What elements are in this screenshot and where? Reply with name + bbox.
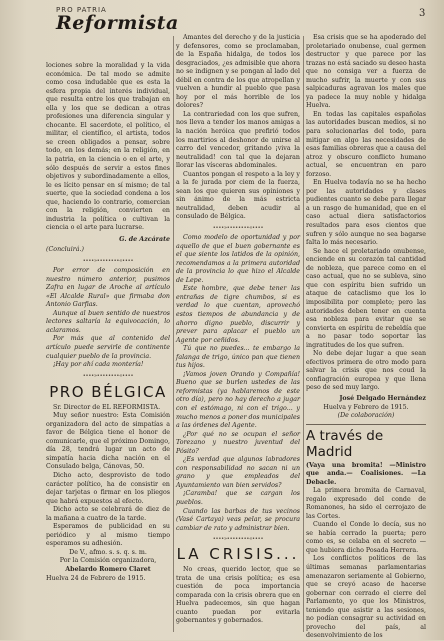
crisis-headline: LA CRISIS... <box>176 545 300 564</box>
article-paragraph: Cuantos pongan el respeto a la ley y a la fe jurada por ciem de la fuerza, sean los que quieren sus opiniones y sin ánimo de la más estricta neutralidad, deben acudir al consulado de Bélgica. <box>176 170 300 221</box>
madrid-headline: A través de Madrid <box>306 427 384 460</box>
italic-paragraph: Este hombre, que debe tener las entrañas de tigre chumbos, si es verdad lo que cuentan, aprovechó estos tiempos de abundancia y de ahorro digno pueblo, discurrir y prever para aplacar el pueblo un Agente por ceñidos. <box>176 285 300 344</box>
article-signature: José Delgado Hernández <box>339 394 426 402</box>
page-number: 3 <box>419 8 426 19</box>
letter-paragraph: Dicho acto, desprovisto de todo carácter político, ha de consistir en dejar tarjetas o firmar en los pliegos que habrá expuestos al efecto. <box>46 471 170 505</box>
italic-paragraph: ¡Caramba! que se cargan los pueblos. <box>176 490 300 506</box>
letter-paragraph: Muy señor nuestro: Esta Comisión organizadora del acto de simpatías a favor de Bélgica tiene el honor de comunicarle, que el próximo Domingo, día 28, tendrá lugar un acto de simpatía hacia dicha nación en el Consulado belga, Cánovas, 50. <box>46 412 170 471</box>
article-paragraph: Se hace el proletariado onubense, enciende en su corazón tal cantidad de nobleza, que parece como en el caso actual, que no se subleva, sino que con espíritu bien sufrido un ataque de cataclismo que los lo imposibilita por completo; pero las autoridades deben tener en cuenta esa nobleza para evitar que se convierta en espíritu de rebeldía que a no pasar todo soportar las ingratitudes de los que sufren. <box>306 247 426 349</box>
article-paragraph: Cuando el Conde lo decía, sus no se había cerrado la puerta; pero como es, se celaba en el secreto —que hubiera dicho Posada Herrera. <box>306 521 426 554</box>
notice-paragraph: Aunque al buen sentido de nuestros lectores saltaría la equivocación, lo aclaramos. <box>46 309 170 334</box>
italic-paragraph: Cuando las barbas de tus vecinos (Vasé Cartaya) veas pelar, se procura cambiar de rato y administrar bien. <box>176 507 300 532</box>
letter-paragraph: Esperamos de publicidad en su periódico y al mismo tiempo esperamos su adhesión. <box>46 523 170 548</box>
italic-paragraph: ¿Por qué no se ocupan el señor Torezano y nuestro juventud del Pósito? <box>176 430 300 455</box>
essay-signature: G. de Azcárate <box>119 235 170 243</box>
masthead-title: Reformista <box>56 12 179 34</box>
letter-salutation: Sr. Director de EL REFORMISTA. <box>53 403 161 411</box>
italic-paragraph: Tú que no puedes... te embargo la falanga de trigo, único pan que tienen tus hijos. <box>176 345 300 370</box>
letter-signature: Abelardo Romero Claret <box>65 565 151 573</box>
article-paragraph: Los conflictos políticos de las últimas semanas parlamentarias amenazaron seriamente al Gobierno, que se creyó acaso de hacerse gobernar con cerrado el cierre del Parlamento, yo que los Ministros, teniendo que asistir a las sesiones, no podían consagrar su actividad en provecho del país, al desenvolvimiento de los <box>306 555 426 640</box>
italic-paragraph: ¡Vamos joven Orando y Compañía! Bueno que se burlen ustedes de las reformistas (ya hablaremos de este otro día), pero no hay derecho a jugar con el estómago, ni con el trigo... y mucho menos a poner dos municipales a las órdenes del Agente. <box>176 370 300 430</box>
article-paragraph: Esa crisis que se ha apoderado del proletariado onubense, cual germen destructor y que parece por las trazas no está saciado su deseo hasta que no consiga ver a fuerza de mucho sufrir, la muerte y con sus salpicaduras agravan los males que ya padece la muy noble y hidalga Huelva. <box>306 34 426 110</box>
masthead-crest: PRO PATRIA <box>56 6 107 14</box>
column-divider <box>173 36 174 632</box>
masthead <box>56 6 179 34</box>
article-paragraph: La contrariedad con los que sufren, nos lleva a tender los manos amigas a la nación heróica que prefirió todos los martirios al deshonor de unirse al carro del vencedor, gritando ¡viva la neutralidad! con tal que la dejaran llorar las vísceras abdominales. <box>176 110 300 170</box>
article-paragraph: No creas, querido lector, que se trata de una crisis política; es esa cuestión de poca importancia comparada con la crisis obrera que en Huelva padecemos, sin que hagan cuanto puedan por evitarla gobernantes y gobernados. <box>176 566 300 625</box>
letter-date: Huelva 24 de Febrero de 1915. <box>46 574 146 582</box>
column-3 <box>306 34 426 641</box>
article-date: Huelva y Febrero de 1915. <box>323 403 409 411</box>
notice-paragraph: Por más que al contenido del artículo puede servirle de continente cualquier pueblo de la provincia. <box>46 335 170 360</box>
ornament-divider: ••••»••••••••«•••• <box>82 372 134 379</box>
column-2 <box>176 34 300 626</box>
pro-belgica-headline: PRO BÉLGICA <box>49 382 167 401</box>
article-paragraph: Amantes del derecho y de la justicia y defensores, como se proclamaban, de la España hidalga, de todos los desgraciados, ¿es admisible que ahora no se indignen y se pongan al lado del débil en contra de los que atropellan y vuelven a hundir al pueblo que pasa hoy por el más horrible de los dolores? <box>176 34 300 110</box>
article-source-note: (De colaboración) <box>337 412 395 420</box>
essay-continued-note: (Concluirá.) <box>46 246 84 254</box>
italic-paragraph: Como modelo de oportunidad y por aquello de que el buen gobernante es el que siente los latidos de la opinión, recomendamos a la primera autoridad de la provincia lo que hizo el Alcalde de Lepe. <box>176 234 300 284</box>
letter-paragraph: Dicho acto se celebrará de diez de la mañana a cuatro de la tarde. <box>46 506 170 522</box>
notice-paragraph: ¡Hay por ahí cada montería! <box>53 361 144 369</box>
madrid-subheadline: (Vaya una bromita! —Ministro que anda.— Coalisiones. —La Debacle. <box>306 461 426 486</box>
ornament-divider: ••••»••••••••«•••• <box>212 536 264 543</box>
ornament-divider: ••••»••••••••«•••• <box>82 258 134 265</box>
column-divider <box>303 36 304 632</box>
column-1 <box>46 34 170 583</box>
essay-paragraph: lociones sobre la moralidad y la vida económica. De tal modo se admite como cosa indudable que es esta la esfera propia del interés individual, que resulta entre los que trabajan en ella y los que se dedican a otras profesiones una diferencia singular y chocante. El sacerdote, el político, el militar, el científico, el artista, todos se creen obligados a pensar, sobre todo, en los demás; en la religión, en la patria, en la ciencia o en el arte, y sólo después de servir a estos fines objetivos y subordinadamente a ellos, le es lícito pensar en sí mismo; de tal suerte, que la sociedad condena a los que, haciendo lo contrario, comercian con la religión, convierten en industria la política o cultivan la ciencia o el arte para lucrarse. <box>46 62 170 232</box>
article-paragraph: En todas las capitales españolas las autoridades buscan medios, si no para solucionarlas del todo, para mitigar en algo las necesidades de esas familias obreras que a causa del atroz y obscuro conflicto humano actual, se encuentran en paro forzoso. <box>306 110 426 178</box>
article-paragraph: En Huelva todavía no se ha hecho por las autoridades y clases pudientes cuanto se debe para llegar a un rasgo de humanidad, que en el caso actual diera satisfactorios resultados para esos cientos que sufren y sólo aunque no sea bagarse falta lo más necesario. <box>306 179 426 247</box>
article-paragraph: La primera bromita de Carnaval, regalo expresado del conde de Romanones, ha sido el cerrojazo de las Cortes. <box>306 487 426 520</box>
article-paragraph: No debe dejar lugar a que sean efectivos primera de otro modo para salvar la crisis que nos coud la confiagración europea y que llena peso de sed muy largo. <box>306 350 426 392</box>
section-rule <box>306 424 426 425</box>
ornament-divider: ••••»••••••••«•••• <box>212 225 264 232</box>
letter-closing: Por la Comisión organizadora, <box>59 557 157 565</box>
notice-paragraph: Por error de composición en nuestro número anterior, pusimos Zafra en lugar de Aroche al artículo «El Alcalde Rural» que firmaba don Antonio Garfias. <box>46 267 170 309</box>
letter-closing: De V., afmo. s. s. q. s. m. <box>69 548 147 556</box>
italic-paragraph: ¿Es verdad que algunos labradores con responsabilidad no sacan ni un grano y que empleados del Ayuntamiento van bien servidos? <box>176 456 300 489</box>
